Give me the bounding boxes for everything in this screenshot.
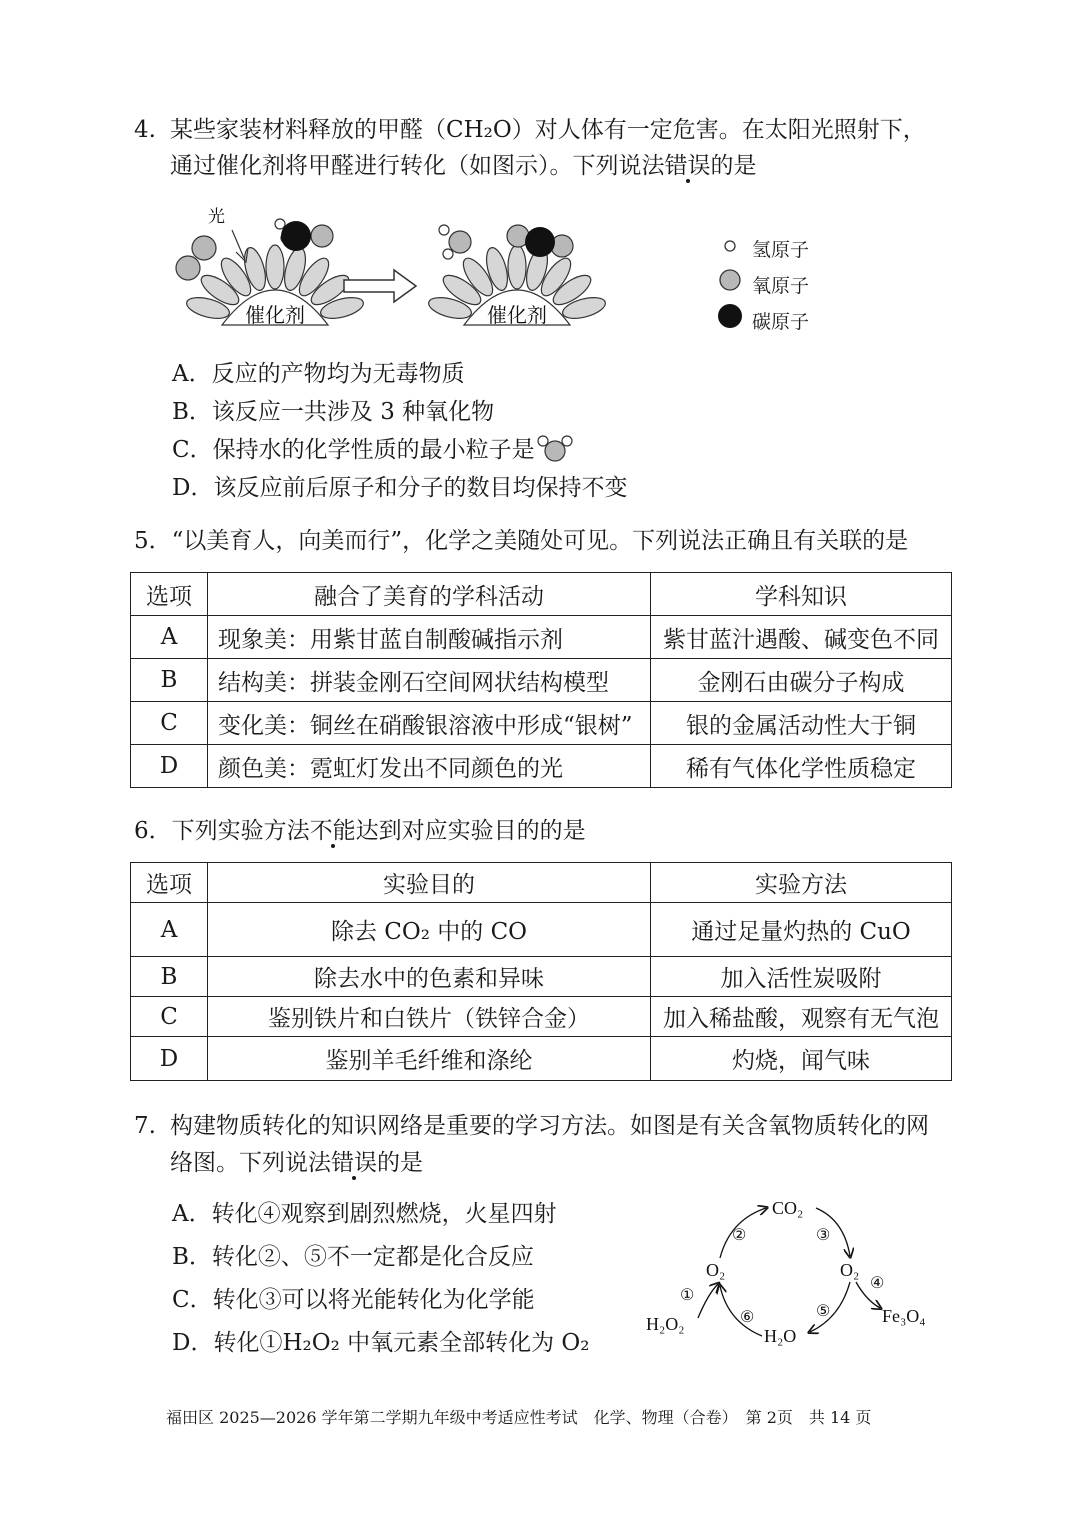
catalyst-reaction-figure <box>160 200 620 340</box>
table-header: 学科知识 <box>651 573 952 616</box>
q4-stem-line2: 通过催化剂将甲醛进行转化（如图示）。下列说法错误的是 <box>170 153 757 179</box>
table-header: 融合了美育的学科活动 <box>208 573 651 616</box>
table-row: D 颜色美：霓虹灯发出不同颜色的光 稀有气体化学性质稳定 <box>131 745 952 788</box>
catalyst-label-left: 催化剂 <box>245 303 305 327</box>
label-4: ④ <box>870 1275 885 1292</box>
node-o2-left: O₂ <box>706 1260 726 1280</box>
label-6: ⑥ <box>740 1309 755 1326</box>
table-row: C 变化美：铜丝在硝酸银溶液中形成“银树” 银的金属活动性大于铜 <box>131 702 952 745</box>
q7-option-b: B．转化②、⑤不一定都是化合反应 <box>172 1244 534 1270</box>
q7-number: 7. <box>134 1113 156 1139</box>
label-5: ⑤ <box>816 1303 831 1320</box>
atom-legend-icons <box>716 232 752 332</box>
carbon-atom <box>281 221 311 251</box>
table-row: C 鉴别铁片和白铁片（铁锌合金） 加入稀盐酸，观察有无气泡 <box>131 997 952 1037</box>
catalyst-label-right: 催化剂 <box>487 303 547 327</box>
q7-option-c: C．转化③可以将光能转化为化学能 <box>172 1287 535 1313</box>
atom-legend <box>752 232 809 340</box>
emphasis-cuo: 错误 <box>331 1150 377 1176</box>
table-header: 选项 <box>131 863 208 903</box>
label-3: ③ <box>816 1227 831 1244</box>
q4-option-b: B．该反应一共涉及 3 种氧化物 <box>172 399 495 425</box>
light-label: 光 <box>208 207 225 227</box>
table-row: A 除去 CO₂ 中的 CO 通过足量灼热的 CuO <box>131 903 952 957</box>
q4-option-a: A．反应的产物均为无毒物质 <box>172 361 465 387</box>
q7-stem-line1: 构建物质转化的知识网络是重要的学习方法。如图是有关含氧物质转化的网 <box>170 1113 929 1139</box>
table-row: A 现象美：用紫甘蓝自制酸碱指示剂 紫甘蓝汁遇酸、碱变色不同 <box>131 616 952 659</box>
table-header: 实验方法 <box>651 863 952 903</box>
hydrogen-legend-icon <box>725 241 735 251</box>
oxygen-atom <box>192 236 216 260</box>
table-row: D 鉴别羊毛纤维和涤纶 灼烧，闻气味 <box>131 1037 952 1081</box>
oxygen-conversion-diagram <box>640 1190 940 1360</box>
q4-stem-line1: 某些家装材料释放的甲醛（CH₂O）对人体有一定危害。在太阳光照射下， <box>170 117 926 143</box>
legend-oxygen: 氧原子 <box>752 275 810 297</box>
emphasis-cuo: 错误 <box>664 153 711 179</box>
node-fe3o4: Fe₃O₄ <box>882 1306 926 1326</box>
table-row: B 除去水中的色素和异味 加入活性炭吸附 <box>131 957 952 997</box>
oxygen-legend-icon <box>720 270 740 290</box>
q7-option-a: A．转化④观察到剧烈燃烧，火星四射 <box>172 1201 557 1227</box>
oxygen-atom <box>311 225 333 247</box>
label-2: ② <box>732 1227 747 1244</box>
water-molecule-icon <box>535 433 575 463</box>
table-row: B 结构美：拼装金刚石空间网状结构模型 金刚石由碳分子构成 <box>131 659 952 702</box>
oxygen-atom <box>176 256 200 280</box>
q6-stem: 6．下列实验方法不能达到对应实验目的的是 <box>134 818 586 844</box>
carbon-legend-icon <box>718 304 742 328</box>
node-o2-right: O₂ <box>840 1260 860 1280</box>
co2-molecule <box>525 227 555 257</box>
emphasis-bu: 不能 <box>309 818 356 844</box>
table-header: 实验目的 <box>208 863 651 903</box>
q5-table <box>130 572 952 788</box>
q7-option-d: D．转化①H₂O₂ 中氧元素全部转化为 O₂ <box>172 1330 590 1356</box>
page-footer: 福田区 2025—2026 学年第二学期九年级中考适应性考试 化学、物理（合卷） 第 2页 共 14 页 <box>166 1408 872 1427</box>
table-header: 选项 <box>131 573 208 616</box>
node-h2o: H₂O <box>764 1326 797 1346</box>
legend-hydrogen: 氢原子 <box>752 239 810 261</box>
q4-option-d: D．该反应前后原子和分子的数目均保持不变 <box>172 475 628 501</box>
node-h2o2: H₂O₂ <box>646 1314 685 1334</box>
label-1: ① <box>680 1287 695 1304</box>
q4-number: 4. <box>134 117 156 143</box>
legend-carbon: 碳原子 <box>752 311 810 333</box>
water-molecule <box>449 231 471 253</box>
arrow-1 <box>698 1284 718 1318</box>
q7-stem-line2: 络图。下列说法错误的是 <box>170 1150 423 1176</box>
hydrogen-atom <box>275 219 285 229</box>
q6-table <box>130 862 952 1081</box>
node-co2: CO₂ <box>772 1198 804 1218</box>
q5-stem: 5．“以美育人，向美而行”，化学之美随处可见。下列说法正确且有关联的是 <box>134 528 909 554</box>
q4-option-c: C．保持水的化学性质的最小粒子是 <box>172 432 575 469</box>
